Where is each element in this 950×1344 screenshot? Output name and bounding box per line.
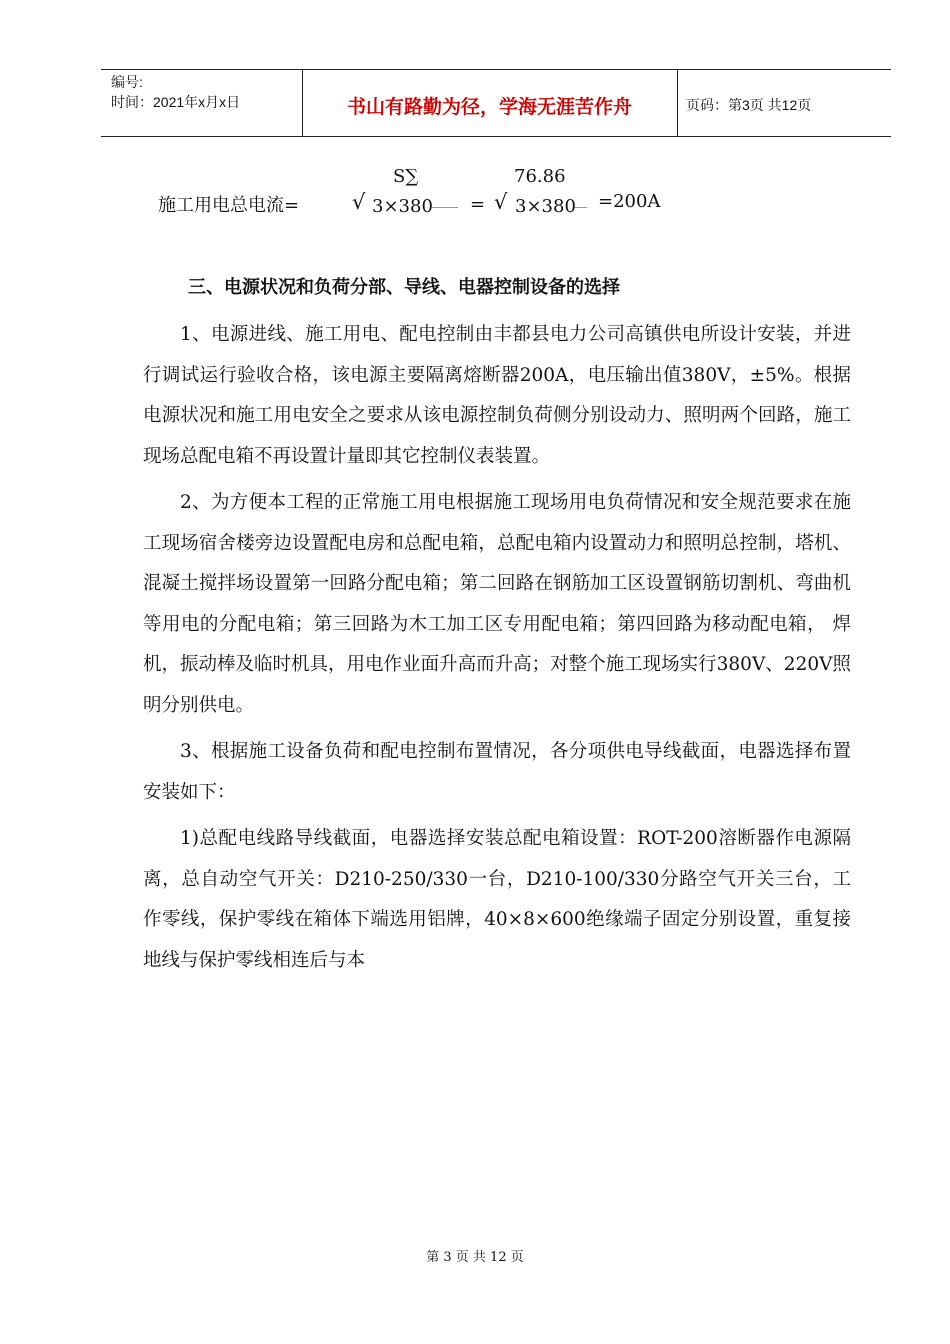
sqrt-icon: √ <box>352 190 366 214</box>
formula-numerator-1: S∑ <box>393 166 419 187</box>
formula-equals: = <box>470 194 486 215</box>
header-motto: 书山有路勤为径，学海无涯苦作舟 <box>346 96 632 118</box>
formula-denominator-1: 3×380 <box>372 196 433 217</box>
header-page-info: 页码：第3页 共12页 <box>686 97 812 113</box>
fraction-line <box>432 207 458 208</box>
paragraph: 1、电源进线、施工用电、配电控制由丰都县电力公司高镇供电所设计安装，并进行调试运行验收合格，该电源主要隔离熔断器200A，电压输出值380V，±5%。根据电源状况和施工用电安全之要求从该电源控制负荷侧分别设动力、照明两个回路，施工现场总配电箱不再设置计量即其它控制仪表装置。 <box>143 324 851 467</box>
formula-result: =200A <box>598 191 661 212</box>
fraction-line <box>575 207 587 208</box>
body-text <box>143 315 851 981</box>
formula-label: 施工用电总电流= <box>158 195 300 216</box>
formula-denominator-2: 3×380 <box>515 196 576 217</box>
paragraph: 3、根据施工设备负荷和配电控制布置情况，各分项供电导线截面，电器选择布置安装如下： <box>143 741 851 803</box>
page-header <box>101 69 891 137</box>
document-number-label: 编号: <box>111 74 143 90</box>
formula-numerator-2: 76.86 <box>514 166 566 187</box>
paragraph: 1)总配电线路导线截面，电器选择安装总配电箱设置：ROT-200溶断器作电源隔离，总自动空气开关：D210-250/330一台，D210-100/330分路空气开关三台，工作零线，保护零线在箱体下端选用铝牌，40×8×600绝缘端子固定分别设置，重复接地线与保护零线相连后与本 <box>143 828 851 971</box>
header-divider <box>677 70 678 136</box>
paragraph: 2、为方便本工程的正常施工用电根据施工现场用电负荷情况和安全规范要求在施工现场宿舍楼旁边设置配电房和总配电箱，总配电箱内设置动力和照明总控制，塔机、混凝土搅拌场设置第一回路分配电箱；第二回路在钢筋加工区设置钢筋切割机、弯曲机等用电的分配电箱；第三回路为木工加工区专用配电箱；第四回路为移动配电箱， 焊机，振动棒及临时机具，用电作业面升高而升高；对整个施工现场实行380V、220V照明分别供电。 <box>143 492 851 716</box>
page-footer: 第 3 页 共 12 页 <box>426 1250 524 1265</box>
section-heading: 三、电源状况和负荷分部、导线、电器控制设备的选择 <box>188 277 620 298</box>
current-formula <box>0 160 950 230</box>
header-left-cell <box>111 72 240 112</box>
document-time-label: 时间：2021年x月x日 <box>111 94 241 110</box>
sqrt-icon: √ <box>494 190 508 214</box>
